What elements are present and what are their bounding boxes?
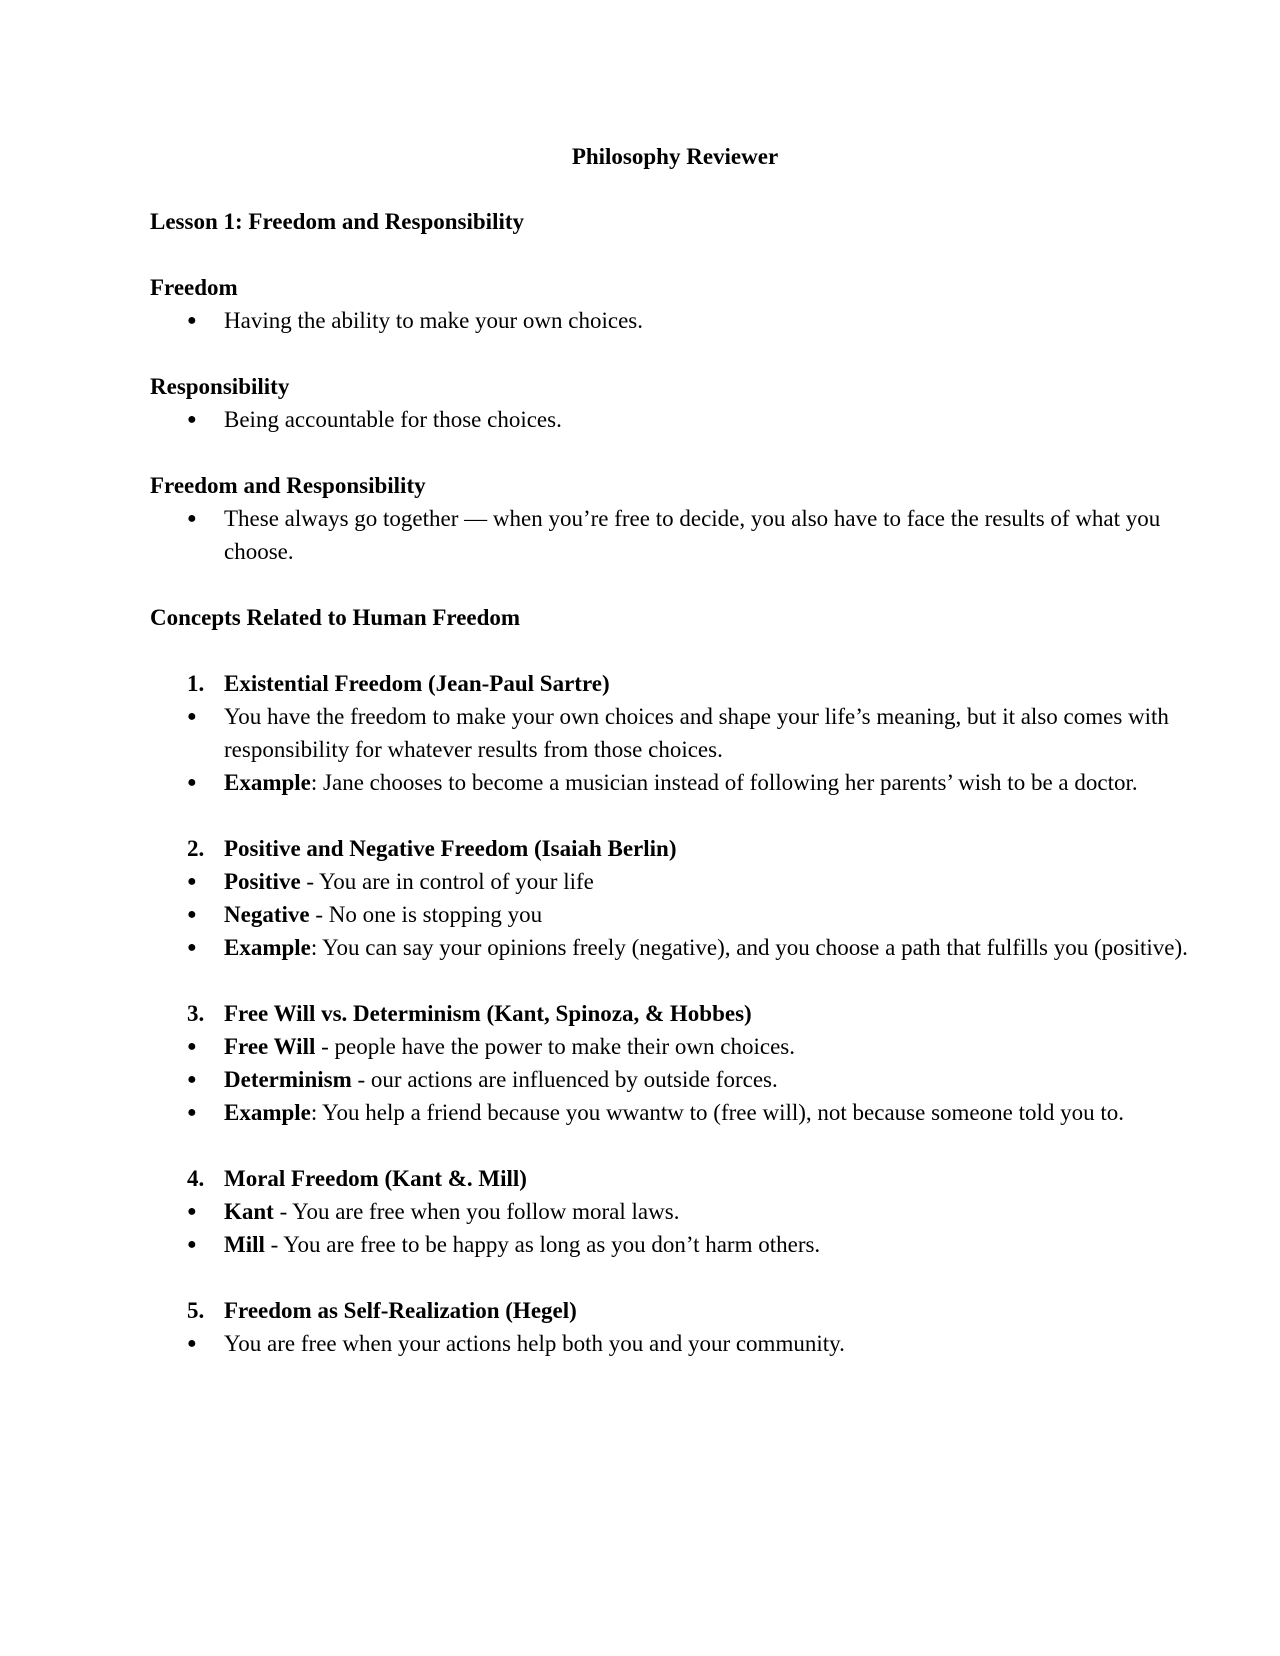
responsibility-heading: Responsibility (150, 374, 290, 399)
document-title: Philosophy Reviewer (571, 144, 779, 169)
bullet-marker: ● (187, 774, 197, 791)
bullet-marker: ● (187, 312, 197, 329)
spacer (150, 238, 1200, 271)
bullet-text: - people have the power to make their own choices. (315, 1034, 795, 1059)
concepts-list (150, 667, 1200, 1360)
bullet-text: - our actions are influenced by outside forces. (351, 1067, 778, 1092)
concept-section (150, 667, 1200, 832)
concept-bullet (150, 700, 1200, 766)
bullet-marker: ● (187, 939, 197, 956)
bullet-term: Kant (224, 1199, 274, 1224)
freedom-responsibility-bullet (150, 502, 1200, 568)
concept-bullet (150, 1030, 1200, 1063)
bullet-marker: ● (187, 906, 197, 923)
bullet-marker: ● (187, 411, 197, 428)
concept-bullet (150, 1096, 1200, 1129)
bullet-term: Mill (224, 1232, 265, 1257)
bullet-term: Example (224, 935, 311, 960)
concept-title (150, 1162, 1200, 1195)
bullet-marker: ● (187, 1335, 197, 1352)
bullet-text: You are free when your actions help both you and your community. (224, 1331, 845, 1356)
concept-bullet (150, 931, 1200, 964)
concept-number: 5. (187, 1298, 205, 1323)
bullet-text: Being accountable for those choices. (224, 407, 562, 432)
concept-number: 1. (187, 671, 205, 696)
concept-title (150, 997, 1200, 1030)
concept-bullet (150, 898, 1200, 931)
bullet-term: Example (224, 1100, 311, 1125)
spacer (150, 964, 1200, 997)
bullet-text: - You are free to be happy as long as you don’t harm others. (264, 1232, 821, 1257)
bullet-text: Having the ability to make your own choices. (224, 308, 644, 333)
document-page (150, 140, 1200, 1360)
bullet-text: : You help a friend because you wwantw to (free will), not because someone told you to. (310, 1100, 1124, 1125)
bullet-term: Positive (224, 869, 301, 894)
concept-section (150, 1162, 1200, 1294)
bullet-text: - You are free when you follow moral laws. (273, 1199, 680, 1224)
spacer (150, 1261, 1200, 1294)
concept-title (150, 667, 1200, 700)
bullet-term: Free Will (224, 1034, 316, 1059)
concept-bullet (150, 766, 1200, 799)
concepts-heading: Concepts Related to Human Freedom (150, 605, 521, 630)
bullet-text: : Jane chooses to become a musician instead of following her parents’ wish to be a doctor. (310, 770, 1138, 795)
concept-bullet (150, 865, 1200, 898)
freedom-responsibility-heading: Freedom and Responsibility (150, 473, 426, 498)
concept-title-text: Freedom as Self-Realization (Hegel) (224, 1298, 577, 1323)
bullet-marker: ● (187, 1236, 197, 1253)
bullet-text: : You can say your opinions freely (negative), and you choose a path that fulfills you (positive). (310, 935, 1188, 960)
concept-bullet (150, 1063, 1200, 1096)
bullet-marker: ● (187, 1071, 197, 1088)
concept-title-text: Positive and Negative Freedom (Isaiah Berlin) (224, 836, 677, 861)
lesson-heading: Lesson 1: Freedom and Responsibility (150, 209, 525, 234)
concept-bullet (150, 1327, 1200, 1360)
bullet-term: Determinism (224, 1067, 352, 1092)
concept-title (150, 1294, 1200, 1327)
concept-section (150, 1294, 1200, 1360)
spacer (150, 568, 1200, 601)
concept-title-text: Free Will vs. Determinism (Kant, Spinoza, & Hobbes) (224, 1001, 752, 1026)
concept-bullet (150, 1195, 1200, 1228)
responsibility-bullet (150, 403, 1200, 436)
bullet-text: You have the freedom to make your own choices and shape your life’s meaning, but it also comes with responsibility for whatever results from those choices. (224, 704, 1169, 762)
bullet-term: Negative (224, 902, 310, 927)
concept-number: 2. (187, 836, 205, 861)
spacer (150, 1129, 1200, 1162)
concept-section (150, 997, 1200, 1162)
bullet-marker: ● (187, 873, 197, 890)
bullet-marker: ● (187, 1038, 197, 1055)
concept-title-text: Existential Freedom (Jean-Paul Sartre) (224, 671, 610, 696)
concept-number: 4. (187, 1166, 205, 1191)
bullet-text: These always go together — when you’re free to decide, you also have to face the results of what you choose. (224, 506, 1161, 564)
concept-section (150, 832, 1200, 997)
bullet-marker: ● (187, 1104, 197, 1121)
freedom-bullet (150, 304, 1200, 337)
bullet-term: Example (224, 770, 311, 795)
bullet-marker: ● (187, 708, 197, 725)
concept-title-text: Moral Freedom (Kant &. Mill) (224, 1166, 527, 1191)
spacer (150, 337, 1200, 370)
concept-number: 3. (187, 1001, 205, 1026)
concept-title (150, 832, 1200, 865)
bullet-text: - No one is stopping you (309, 902, 543, 927)
concept-bullet (150, 1228, 1200, 1261)
spacer (150, 436, 1200, 469)
spacer (150, 799, 1200, 832)
bullet-text: - You are in control of your life (300, 869, 594, 894)
spacer (150, 634, 1200, 667)
bullet-marker: ● (187, 510, 197, 527)
bullet-marker: ● (187, 1203, 197, 1220)
freedom-heading: Freedom (150, 275, 238, 300)
